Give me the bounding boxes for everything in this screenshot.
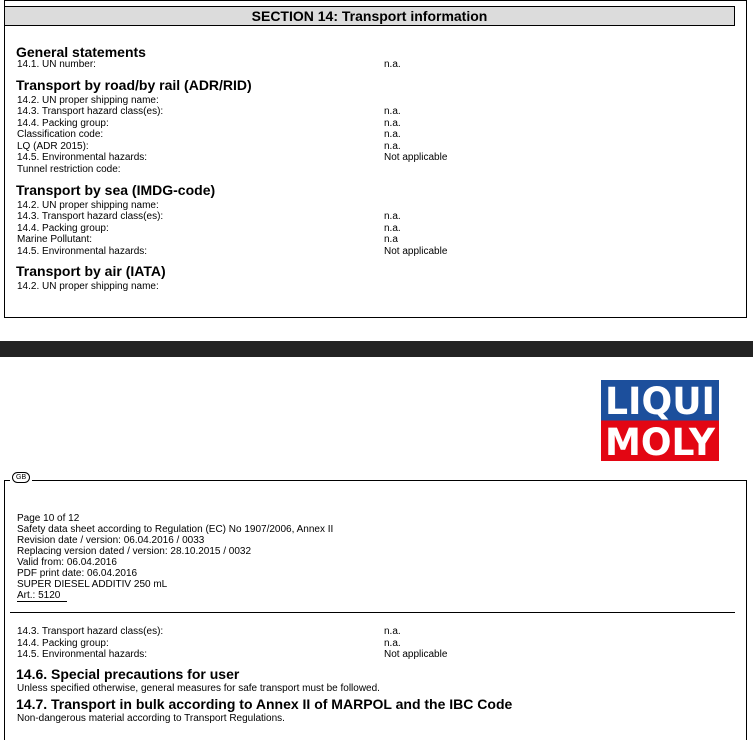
row-label: 14.2. UN proper shipping name:: [17, 95, 159, 106]
row-label: LQ (ADR 2015):: [17, 141, 89, 152]
product-name: SUPER DIESEL ADDITIV 250 mL: [17, 579, 168, 590]
page-break-band: [0, 341, 753, 357]
row-value: n.a.: [384, 223, 401, 234]
row-value: n.a.: [384, 638, 401, 649]
row-value: n.a: [384, 234, 398, 245]
row-value: n.a.: [384, 129, 401, 140]
row-value: n.a.: [384, 106, 401, 117]
article-underline: [17, 601, 67, 602]
row-label: 14.5. Environmental hazards:: [17, 649, 148, 660]
row-value: n.a.: [384, 626, 401, 637]
air-heading: Transport by air (IATA): [16, 263, 166, 279]
section-14-header: SECTION 14: Transport information: [4, 6, 735, 26]
row-value: n.a.: [384, 118, 401, 129]
row-label: 14.5. Environmental hazards:: [17, 152, 148, 163]
country-badge: [10, 472, 32, 483]
row-label: 14.3. Transport hazard class(es):: [17, 211, 164, 222]
row-label: 14.4. Packing group:: [17, 638, 109, 649]
page-number: Page 10 of 12: [17, 513, 80, 524]
special-precautions-text: Unless specified otherwise, general measures for safe transport must be followed.: [17, 683, 380, 694]
special-precautions-heading: 14.6. Special precautions for user: [16, 666, 240, 682]
liqui-moly-logo: [601, 380, 719, 461]
article-number: Art.: 5120: [17, 590, 61, 601]
row-label: Classification code:: [17, 129, 104, 140]
row-value: Not applicable: [384, 152, 448, 163]
valid-from-line: Valid from: 06.04.2016: [17, 557, 117, 568]
row-label: Tunnel restriction code:: [17, 164, 121, 175]
row-label: 14.2. UN proper shipping name:: [17, 281, 159, 292]
row-value: n.a.: [384, 141, 401, 152]
regulation-line: Safety data sheet according to Regulation (EC) No 1907/2006, Annex II: [17, 524, 334, 535]
row-label: 14.2. UN proper shipping name:: [17, 200, 159, 211]
bulk-transport-heading: 14.7. Transport in bulk according to Annex II of MARPOL and the IBC Code: [16, 696, 513, 712]
row-label: 14.4. Packing group:: [17, 118, 109, 129]
row-label: 14.5. Environmental hazards:: [17, 246, 148, 257]
replacing-line: Replacing version dated / version: 28.10.2015 / 0032: [17, 546, 252, 557]
row-value: n.a.: [384, 59, 401, 70]
road-rail-heading: Transport by road/by rail (ADR/RID): [16, 77, 252, 93]
bulk-transport-text: Non-dangerous material according to Transport Regulations.: [17, 713, 285, 724]
sea-heading: Transport by sea (IMDG-code): [16, 182, 216, 198]
row-label: Marine Pollutant:: [17, 234, 93, 245]
header-separator: [10, 612, 735, 613]
row-value: Not applicable: [384, 649, 448, 660]
country-code: GB: [12, 472, 30, 483]
logo-text-liqui: LIQUI: [605, 380, 715, 423]
row-value: Not applicable: [384, 246, 448, 257]
logo-text-moly: MOLY: [605, 421, 717, 461]
row-label: 14.3. Transport hazard class(es):: [17, 626, 164, 637]
revision-line: Revision date / version: 06.04.2016 / 0033: [17, 535, 205, 546]
row-value: n.a.: [384, 211, 401, 222]
row-label: 14.4. Packing group:: [17, 223, 109, 234]
print-date-line: PDF print date: 06.04.2016: [17, 568, 138, 579]
general-statements-heading: General statements: [16, 44, 146, 60]
row-label: 14.1. UN number:: [17, 59, 96, 70]
row-label: 14.3. Transport hazard class(es):: [17, 106, 164, 117]
